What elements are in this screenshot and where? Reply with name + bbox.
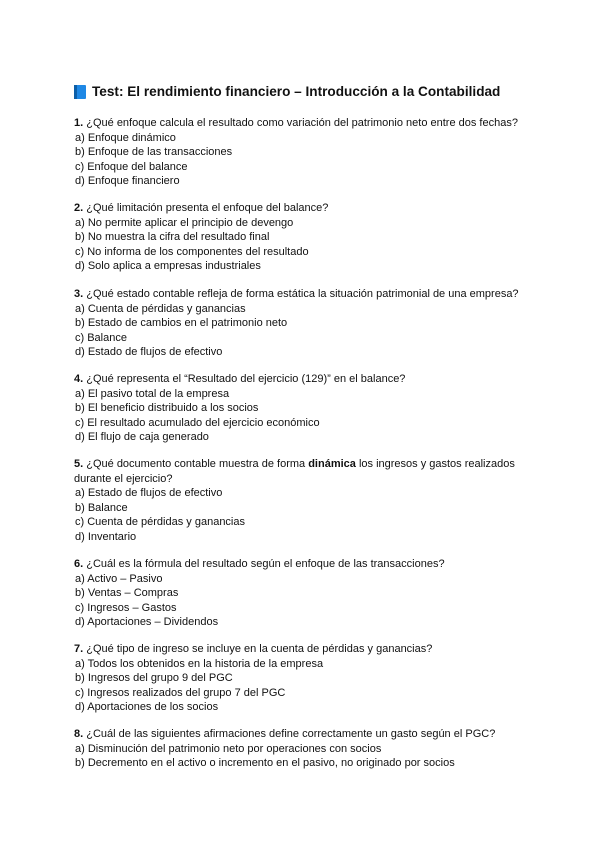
- option-a: a) Estado de flujos de efectivo: [75, 487, 223, 499]
- question-number: 1.: [74, 117, 84, 129]
- page-title: [74, 84, 500, 99]
- question-6: [74, 557, 554, 630]
- option-a: a) Todos los obtenidos en la historia de la empresa: [75, 657, 324, 670]
- option-d: d) El flujo de caja generado: [75, 431, 209, 443]
- option-b: b) Balance: [75, 501, 128, 514]
- option-a: a) El pasivo total de la empresa: [75, 387, 230, 400]
- option-d: d) Estado de flujos de efectivo: [75, 346, 223, 358]
- question-8: [74, 727, 554, 771]
- option-a: a) Enfoque dinámico: [75, 131, 176, 144]
- option-c: c) Enfoque del balance: [75, 160, 188, 173]
- option-b: b) Ventas – Compras: [75, 587, 179, 599]
- question-text: ¿Qué documento contable muestra de forma: [86, 458, 309, 470]
- question-text: ¿Qué enfoque calcula el resultado como variación del patrimonio neto entre dos fechas?: [86, 117, 518, 129]
- option-b: b) No muestra la cifra del resultado final: [75, 231, 270, 243]
- question-number: 7.: [74, 643, 84, 655]
- option-d: d) Solo aplica a empresas industriales: [75, 260, 261, 272]
- question-7: [74, 642, 554, 715]
- question-text-rest: los ingresos y gastos realizados durante el ejercicio?: [74, 458, 515, 485]
- option-a: a) Activo – Pasivo: [75, 572, 163, 585]
- question-5: [74, 457, 544, 544]
- question-2: [74, 201, 554, 274]
- blue-book-icon: [74, 85, 86, 99]
- question-text: ¿Qué representa el “Resultado del ejercicio (129)” en el balance?: [86, 373, 406, 385]
- option-d: d) Enfoque financiero: [75, 175, 180, 187]
- question-text: ¿Qué limitación presenta el enfoque del balance?: [86, 202, 329, 214]
- question-3: [74, 287, 554, 360]
- question-number: 3.: [74, 288, 84, 300]
- question-number: 6.: [74, 558, 84, 570]
- question-number: 4.: [74, 373, 84, 385]
- question-text: ¿Cuál de las siguientes afirmaciones define correctamente un gasto según el PGC?: [86, 728, 496, 740]
- option-b: b) Ingresos del grupo 9 del PGC: [75, 672, 233, 684]
- option-c: c) Ingresos – Gastos: [75, 601, 177, 614]
- question-text: ¿Qué estado contable refleja de forma estática la situación patrimonial de una empresa?: [86, 288, 519, 300]
- question-1: [74, 116, 554, 189]
- option-c: c) No informa de los componentes del resultado: [75, 245, 309, 258]
- option-a: a) No permite aplicar el principio de devengo: [75, 216, 294, 229]
- question-4: [74, 372, 554, 445]
- option-d: d) Aportaciones – Dividendos: [75, 616, 219, 628]
- option-d: d) Aportaciones de los socios: [75, 701, 219, 713]
- option-c: c) El resultado acumulado del ejercicio económico: [75, 416, 320, 429]
- question-number: 5.: [74, 458, 84, 470]
- option-b: b) Estado de cambios en el patrimonio neto: [75, 317, 288, 329]
- question-text: ¿Cuál es la fórmula del resultado según el enfoque de las transacciones?: [86, 558, 445, 570]
- option-b: b) Decremento en el activo o incremento en el pasivo, no originado por socios: [75, 757, 455, 769]
- option-a: a) Disminución del patrimonio neto por operaciones con socios: [75, 742, 382, 755]
- question-text: ¿Qué tipo de ingreso se incluye en la cuenta de pérdidas y ganancias?: [86, 643, 433, 655]
- question-number: 2.: [74, 202, 84, 214]
- option-b: b) Enfoque de las transacciones: [75, 146, 233, 158]
- question-text-emphasis: dinámica: [308, 458, 356, 470]
- page-title-text: Test: El rendimiento financiero – Introducción a la Contabilidad: [92, 84, 501, 99]
- option-c: c) Ingresos realizados del grupo 7 del PGC: [75, 686, 286, 699]
- option-c: c) Cuenta de pérdidas y ganancias: [75, 516, 245, 528]
- question-number: 8.: [74, 728, 84, 740]
- option-d: d) Inventario: [75, 530, 137, 543]
- option-b: b) El beneficio distribuido a los socios: [75, 402, 259, 414]
- option-c: c) Balance: [75, 331, 127, 344]
- option-a: a) Cuenta de pérdidas y ganancias: [75, 302, 246, 315]
